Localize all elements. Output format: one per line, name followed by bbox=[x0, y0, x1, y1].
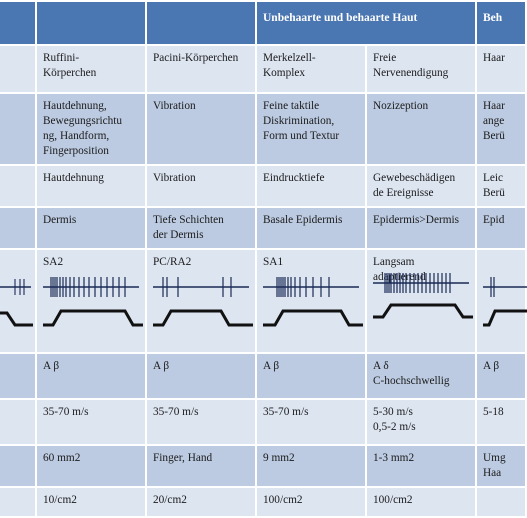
adaptation-label: SA2 bbox=[43, 256, 64, 268]
header-cell-behaarte: Beh bbox=[476, 1, 526, 45]
row-conduction-speed bbox=[0, 399, 526, 445]
cell-pacini: Finger, Hand bbox=[146, 445, 256, 487]
header-row bbox=[0, 1, 526, 45]
cell-free-nerve: 5-30 m/s 0,5-2 m/s bbox=[366, 399, 476, 445]
cell-ruffini: 60 mm2 bbox=[36, 445, 146, 487]
cell-ruffini: Hautdehnung, Bewegungsrichtu ng, Handform, Fingerposition bbox=[36, 93, 146, 165]
cell-merkel: Feine taktile Diskrimination, Form und Textur bbox=[256, 93, 366, 165]
cell-hair: Umg Haa bbox=[476, 445, 526, 487]
spike-train-graphic bbox=[373, 269, 473, 329]
adaptation-label: SA1 bbox=[263, 256, 284, 268]
cell-merkel: Eindrucktiefe bbox=[256, 165, 366, 207]
cell-ruffini: Dermis bbox=[36, 207, 146, 249]
cell-ruffini: Hautdehnung bbox=[36, 165, 146, 207]
cell-free-nerve: 100/cm2 bbox=[366, 487, 476, 517]
cell-pacini: Tiefe Schichten der Dermis bbox=[146, 207, 256, 249]
cell-free-nerve: Gewebeschädigen de Ereignisse bbox=[366, 165, 476, 207]
cell-pacini bbox=[146, 249, 256, 353]
row-function bbox=[0, 93, 526, 165]
spike-train-graphic bbox=[43, 275, 143, 335]
spike-train-graphic bbox=[483, 275, 527, 335]
row-adaptation bbox=[0, 249, 526, 353]
row-location bbox=[0, 207, 526, 249]
cell-merkel: 9 mm2 bbox=[256, 445, 366, 487]
cell-free-nerve: Epidermis>Dermis bbox=[366, 207, 476, 249]
cell-label bbox=[0, 445, 36, 487]
cell-merkel: 100/cm2 bbox=[256, 487, 366, 517]
cell-pacini: Vibration bbox=[146, 165, 256, 207]
header-cell-haut bbox=[0, 1, 36, 45]
cell-label bbox=[0, 249, 36, 353]
cell-pacini: Vibration bbox=[146, 93, 256, 165]
header-cell-group: Unbehaarte und behaarte Haut bbox=[256, 1, 476, 45]
cell-ruffini: 10/cm2 bbox=[36, 487, 146, 517]
cell-hair: Haar bbox=[476, 45, 526, 93]
cell-pacini: 20/cm2 bbox=[146, 487, 256, 517]
cell-merkel: A β bbox=[256, 353, 366, 399]
cell-hair bbox=[476, 249, 526, 353]
cell-hair: 5-18 bbox=[476, 399, 526, 445]
cell-merkel bbox=[256, 249, 366, 353]
cell-merkel: Basale Epidermis bbox=[256, 207, 366, 249]
cell-free-nerve: A δ C-hochschwellig bbox=[366, 353, 476, 399]
header-cell-empty bbox=[146, 1, 256, 45]
row-fiber-type bbox=[0, 353, 526, 399]
header-cell-empty bbox=[36, 1, 146, 45]
cell-label bbox=[0, 487, 36, 517]
cell-ruffini bbox=[36, 249, 146, 353]
row-stimulus bbox=[0, 165, 526, 207]
row-density bbox=[0, 487, 526, 517]
cell-pacini: 35-70 m/s bbox=[146, 399, 256, 445]
cell-label bbox=[0, 399, 36, 445]
cell-hair: Haar ange Berü bbox=[476, 93, 526, 165]
cell-ruffini: A β bbox=[36, 353, 146, 399]
adaptation-label: PC/RA2 bbox=[153, 256, 192, 268]
cell-label bbox=[0, 165, 36, 207]
cell-label bbox=[0, 45, 36, 93]
adaptation-label: Langsam adaptierend bbox=[373, 256, 426, 283]
cell-merkel: 35-70 m/s bbox=[256, 399, 366, 445]
cell-ruffini: 35-70 m/s bbox=[36, 399, 146, 445]
cell-merkel: Merkelzell- Komplex bbox=[256, 45, 366, 93]
cell-hair: Epid bbox=[476, 207, 526, 249]
cell-label bbox=[0, 207, 36, 249]
row-receptive-field bbox=[0, 445, 526, 487]
spike-train-graphic bbox=[153, 275, 253, 335]
cell-free-nerve: Nozizeption bbox=[366, 93, 476, 165]
cell-pacini: Pacini-Körperchen bbox=[146, 45, 256, 93]
spike-train-graphic bbox=[263, 275, 363, 335]
cell-label bbox=[0, 353, 36, 399]
row-receptor-type bbox=[0, 45, 526, 93]
cell-hair: Leic Berü bbox=[476, 165, 526, 207]
cell-pacini: A β bbox=[146, 353, 256, 399]
cell-free-nerve bbox=[366, 249, 476, 353]
spike-train-graphic bbox=[0, 275, 37, 335]
cell-hair: A β bbox=[476, 353, 526, 399]
cell-free-nerve: Freie Nervenendigung bbox=[366, 45, 476, 93]
cell-ruffini: Ruffini- Körperchen bbox=[36, 45, 146, 93]
cell-free-nerve: 1-3 mm2 bbox=[366, 445, 476, 487]
spike-diagram-partial bbox=[0, 255, 29, 335]
cell-label bbox=[0, 93, 36, 165]
cell-hair bbox=[476, 487, 526, 517]
